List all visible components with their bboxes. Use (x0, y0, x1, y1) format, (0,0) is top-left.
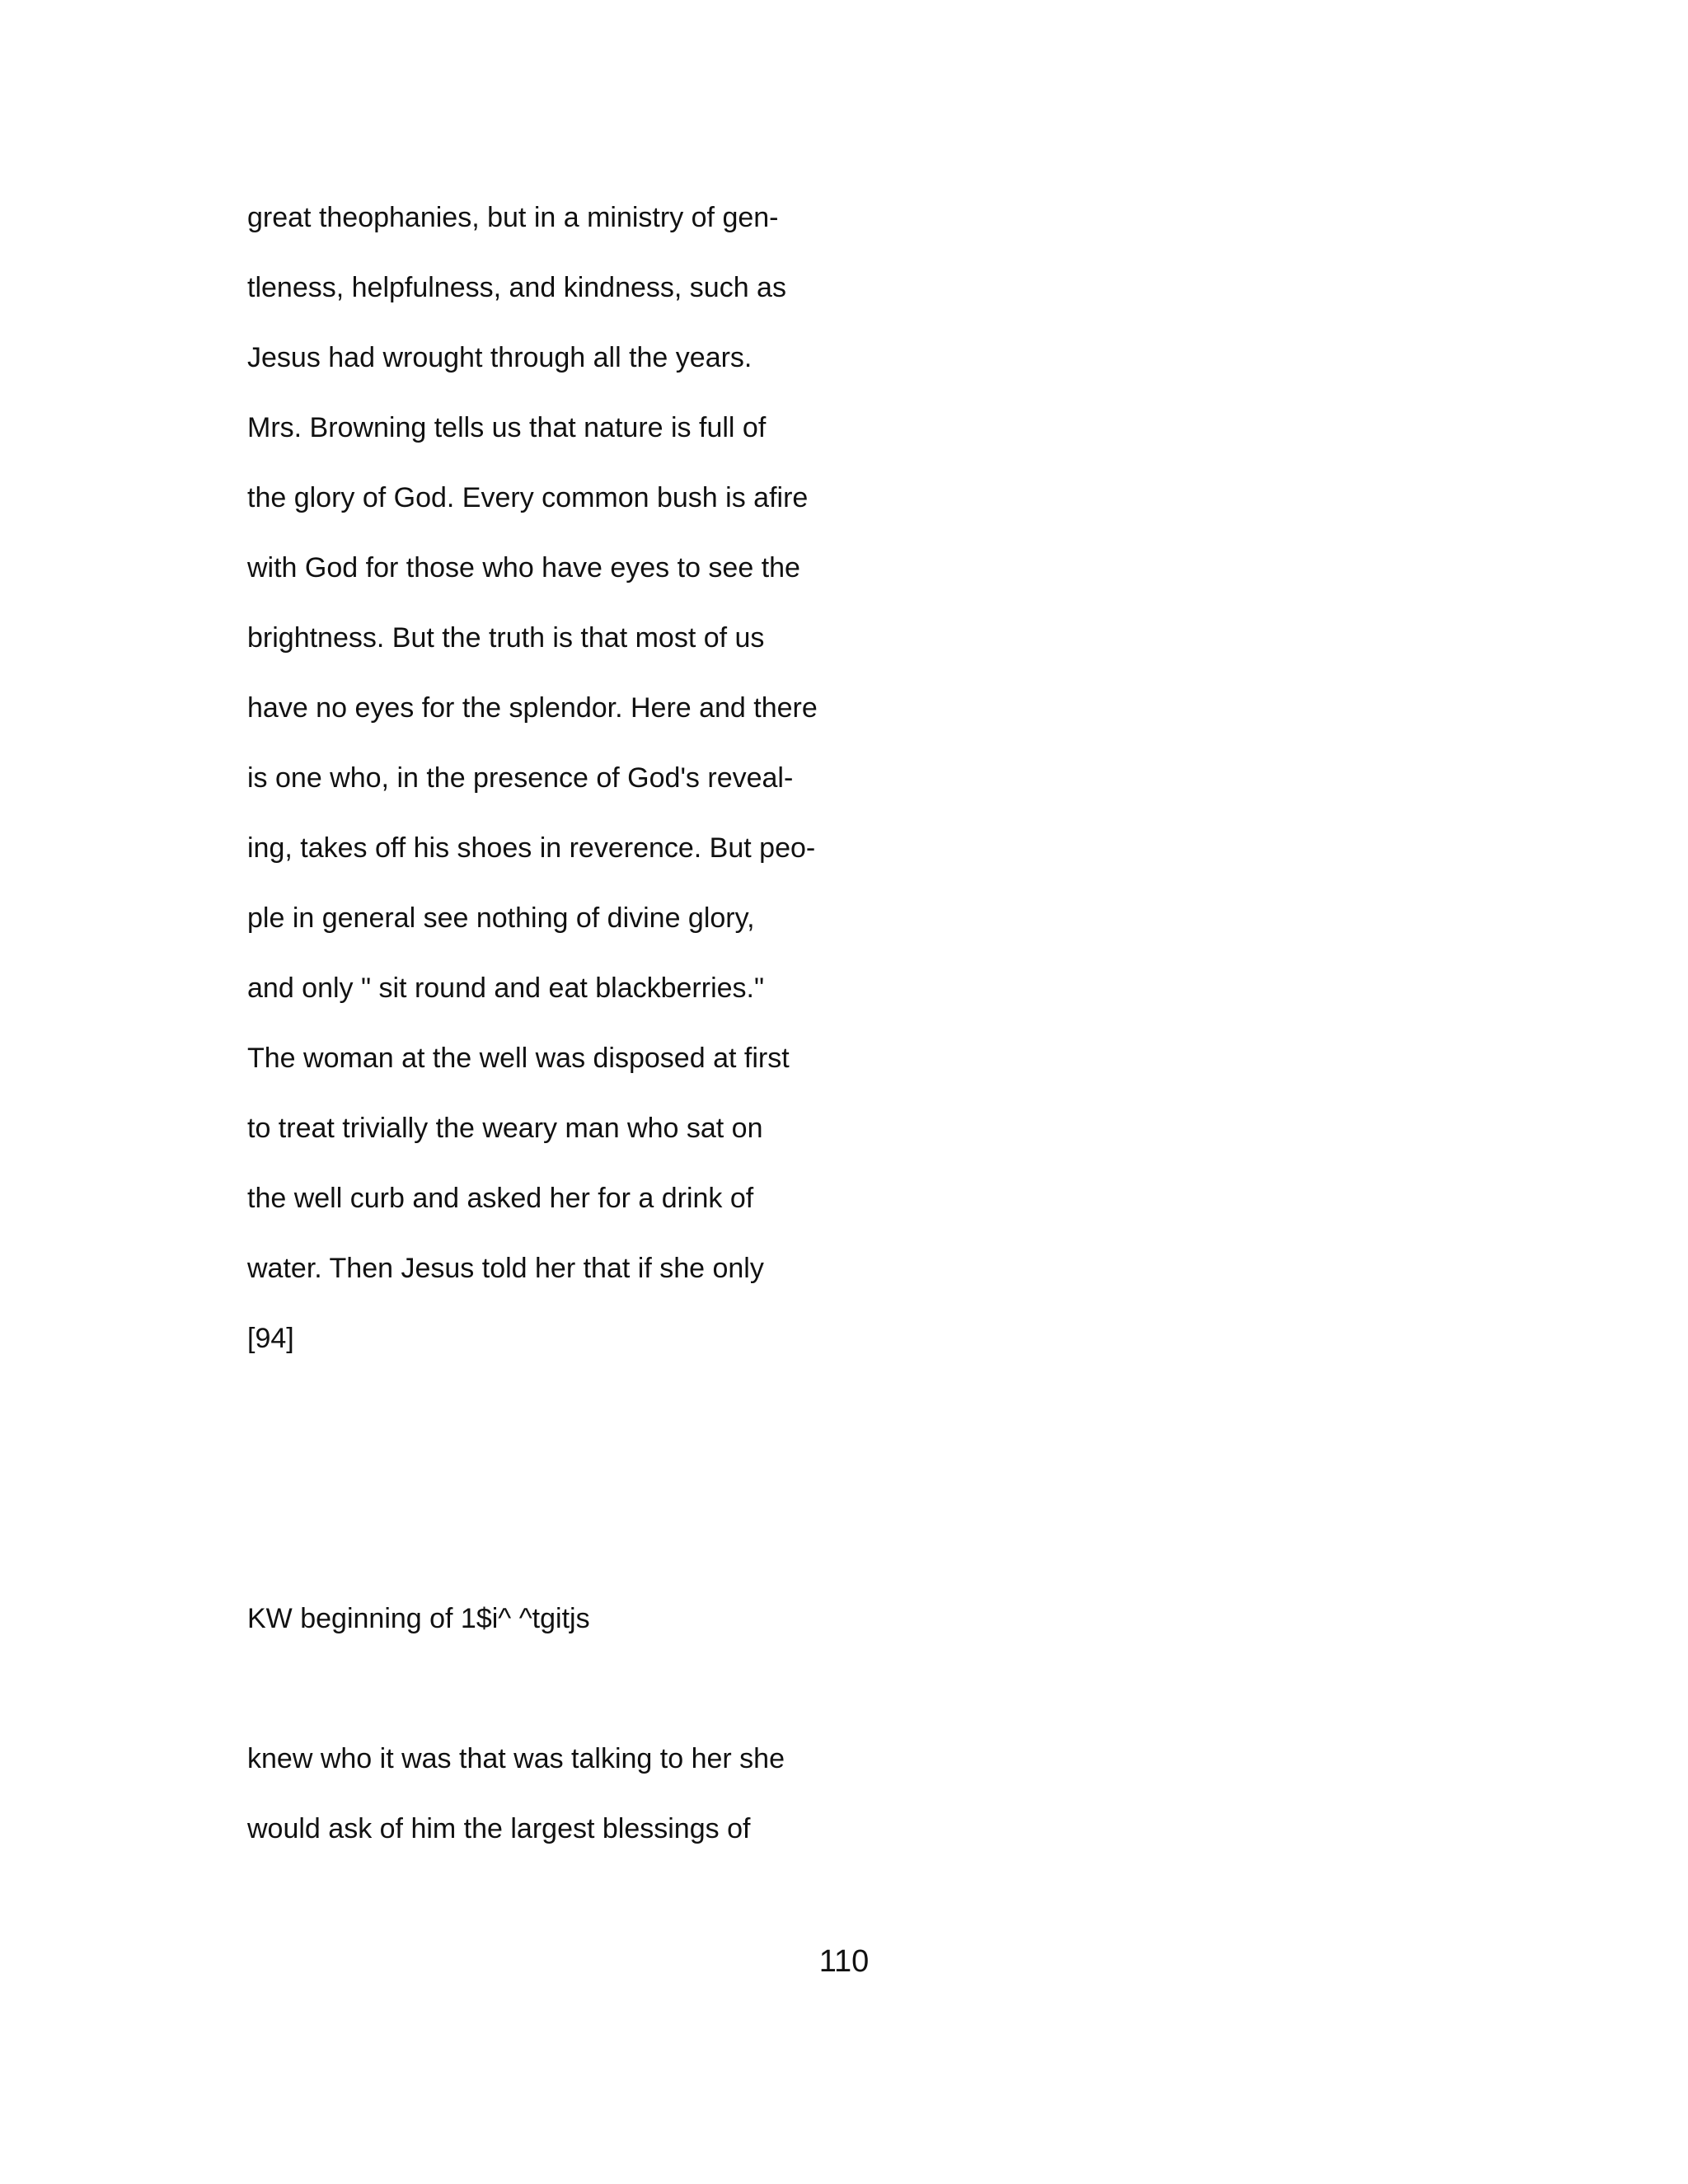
text-line: Jesus had wrought through all the years. (247, 342, 753, 373)
text-line: have no eyes for the splendor. Here and there (247, 692, 818, 724)
text-line: ing, takes off his shoes in reverence. But peo- (247, 832, 816, 864)
text-line: and only " sit round and eat blackberries." (247, 972, 765, 1004)
text-line: to treat trivially the weary man who sat on (247, 1113, 763, 1144)
page-marker: [94] (247, 1323, 294, 1354)
text-line: the glory of God. Every common bush is afire (247, 482, 809, 513)
text-line: knew who it was that was talking to her she (247, 1743, 785, 1774)
text-line: great theophanies, but in a ministry of gen- (247, 202, 779, 233)
text-line: the well curb and asked her for a drink of (247, 1183, 754, 1214)
text-line: would ask of him the largest blessings of (247, 1813, 751, 1844)
text-line: ple in general see nothing of divine glory, (247, 902, 755, 934)
text-line: The woman at the well was disposed at first (247, 1043, 790, 1074)
text-line: water. Then Jesus told her that if she only (247, 1253, 764, 1284)
text-line: with God for those who have eyes to see the (247, 552, 800, 583)
text-line: tleness, helpfulness, and kindness, such as (247, 272, 786, 303)
page-number: 110 (818, 1944, 870, 1979)
text-line: brightness. But the truth is that most of us (247, 622, 765, 654)
running-header: KW beginning of 1$i^ ^tgitjs (247, 1603, 590, 1634)
text-line: Mrs. Browning tells us that nature is full of (247, 412, 767, 443)
text-line: is one who, in the presence of God's reveal- (247, 762, 794, 794)
